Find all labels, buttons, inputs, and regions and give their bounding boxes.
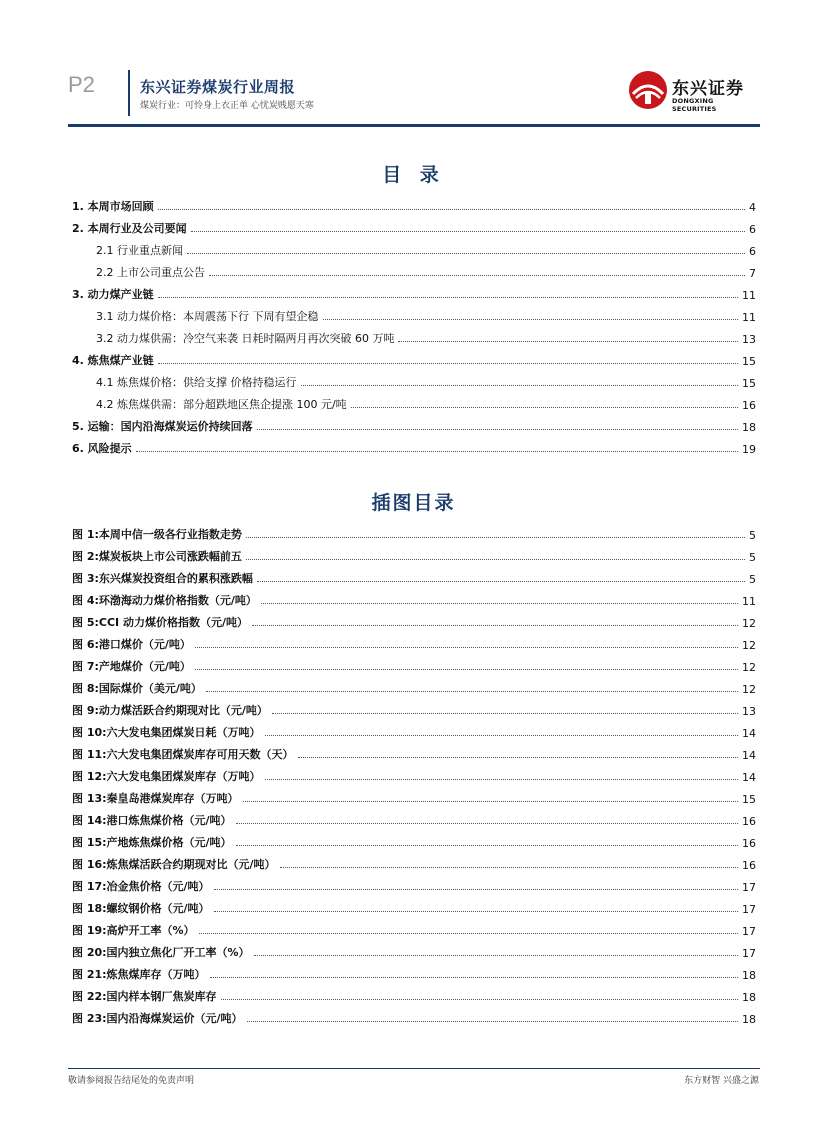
toc-entry-page: 13 <box>742 333 756 346</box>
figure-entry-label: 图 1:本周中信一级各行业指数走势 <box>72 528 242 541</box>
figure-entry[interactable] <box>72 568 756 586</box>
figure-entry-page: 5 <box>749 551 756 564</box>
leader-dots <box>158 208 745 210</box>
figure-entry-page: 12 <box>742 639 756 652</box>
leader-dots <box>246 558 745 560</box>
leader-dots <box>195 646 738 648</box>
leader-dots <box>214 910 738 912</box>
toc-title: 目 录 <box>382 164 445 186</box>
toc-entry-page: 11 <box>742 289 756 302</box>
figure-entry-label: 图 12:六大发电集团煤炭库存（万吨） <box>72 770 261 783</box>
leader-dots <box>206 690 738 692</box>
figure-entry[interactable] <box>72 612 756 630</box>
leader-dots <box>236 822 738 824</box>
figure-entry[interactable] <box>72 788 756 806</box>
figure-entry-page: 13 <box>742 705 756 718</box>
figure-entry[interactable] <box>72 876 756 894</box>
toc-entry[interactable] <box>96 372 756 390</box>
figure-entry[interactable] <box>72 656 756 674</box>
figure-entry[interactable] <box>72 634 756 652</box>
leader-dots <box>254 954 738 956</box>
leader-dots <box>265 778 738 780</box>
leader-dots <box>280 866 738 868</box>
figure-entry-label: 图 22:国内样本钢厂焦炭库存 <box>72 990 217 1003</box>
report-title: 东兴证券煤炭行业周报 <box>140 78 296 96</box>
figure-entry-page: 16 <box>742 859 756 872</box>
figure-entry-label: 图 17:冶金焦价格（元/吨） <box>72 880 210 893</box>
toc-entry[interactable] <box>72 284 756 302</box>
leader-dots <box>195 668 738 670</box>
figure-entry-page: 17 <box>742 947 756 960</box>
figure-entry-page: 14 <box>742 771 756 784</box>
figure-entry-page: 14 <box>742 749 756 762</box>
leader-dots <box>246 536 745 538</box>
leader-dots <box>191 230 745 232</box>
leader-dots <box>210 976 738 978</box>
leader-dots <box>257 428 738 430</box>
logo-text-cn: 东兴证券 <box>672 79 744 99</box>
leader-dots <box>158 296 738 298</box>
leader-dots <box>199 932 738 934</box>
leader-dots <box>261 602 738 604</box>
figure-entry-label: 图 4:环渤海动力煤价格指数（元/吨） <box>72 594 257 607</box>
toc-entry-label: 4.2 炼焦煤供需：部分超跌地区焦企提涨 100 元/吨 <box>96 398 347 411</box>
figure-entry-page: 12 <box>742 661 756 674</box>
toc-entry[interactable] <box>72 196 756 214</box>
logo-mark-icon <box>628 70 668 110</box>
toc-entry-page: 7 <box>749 267 756 280</box>
figure-entry-page: 17 <box>742 881 756 894</box>
figure-entry-page: 18 <box>742 1013 756 1026</box>
toc-entry[interactable] <box>72 218 756 236</box>
figure-entry[interactable] <box>72 700 756 718</box>
leader-dots <box>209 274 745 276</box>
figure-entry[interactable] <box>72 898 756 916</box>
leader-dots <box>272 712 738 714</box>
figure-entry-label: 图 16:炼焦煤活跃合约期现对比（元/吨） <box>72 858 276 871</box>
figure-entry-label: 图 8:国际煤价（美元/吨） <box>72 682 202 695</box>
footer-rule <box>68 1068 760 1069</box>
header-rule <box>68 124 760 127</box>
figure-entry[interactable] <box>72 964 756 982</box>
toc-entry-page: 11 <box>742 311 756 324</box>
figure-entry[interactable] <box>72 1008 756 1026</box>
figure-entry-label: 图 23:国内沿海煤炭运价（元/吨） <box>72 1012 243 1025</box>
leader-dots <box>136 450 738 452</box>
figure-entry-label: 图 5:CCI 动力煤价格指数（元/吨） <box>72 616 248 629</box>
logo-text-en: DONGXING SECURITIES <box>672 97 717 113</box>
toc-entry[interactable] <box>72 350 756 368</box>
report-subtitle: 煤炭行业：可怜身上衣正单 心忧炭贱愿天寒 <box>140 101 314 111</box>
leader-dots <box>214 888 738 890</box>
leader-dots <box>236 844 738 846</box>
page-number: P2 <box>68 72 95 97</box>
figure-entry-label: 图 15:产地炼焦煤价格（元/吨） <box>72 836 232 849</box>
figure-entry[interactable] <box>72 810 756 828</box>
toc-entry-page: 15 <box>742 355 756 368</box>
figure-entry[interactable] <box>72 832 756 850</box>
toc-entry-label: 6. 风险提示 <box>72 442 132 455</box>
figure-entry-label: 图 10:六大发电集团煤炭日耗（万吨） <box>72 726 261 739</box>
toc-entry-label: 2. 本周行业及公司要闻 <box>72 222 187 235</box>
figure-entry[interactable] <box>72 590 756 608</box>
figure-entry[interactable] <box>72 678 756 696</box>
figure-entry[interactable] <box>72 766 756 784</box>
figure-entry-label: 图 19:高炉开工率（%） <box>72 924 195 937</box>
figure-entry-page: 15 <box>742 793 756 806</box>
leader-dots <box>298 756 738 758</box>
toc-entry-label: 3.2 动力煤供需：冷空气来袭 日耗时隔两月再次突破 60 万吨 <box>96 332 395 345</box>
leader-dots <box>351 406 738 408</box>
figure-entry-page: 16 <box>742 837 756 850</box>
toc-entry-label: 5. 运输：国内沿海煤炭运价持续回落 <box>72 420 253 433</box>
toc-entry-label: 4.1 炼焦煤价格：供给支撑 价格持稳运行 <box>96 376 297 389</box>
toc-entry-label: 2.2 上市公司重点公告 <box>96 266 205 279</box>
figure-entry[interactable] <box>72 744 756 762</box>
toc-entry-label: 3. 动力煤产业链 <box>72 288 154 301</box>
figure-entry-page: 5 <box>749 529 756 542</box>
toc-entry-label: 1. 本周市场回顾 <box>72 200 154 213</box>
leader-dots <box>221 998 738 1000</box>
footer-slogan: 东方财智 兴盛之源 <box>684 1076 759 1086</box>
figure-entry-label: 图 11:六大发电集团煤炭库存可用天数（天） <box>72 748 294 761</box>
figure-entry-page: 17 <box>742 903 756 916</box>
toc-entry-page: 18 <box>742 421 756 434</box>
figure-entry-page: 16 <box>742 815 756 828</box>
figure-entry-page: 11 <box>742 595 756 608</box>
leader-dots <box>323 318 739 320</box>
leader-dots <box>158 362 738 364</box>
toc-entry-label: 2.1 行业重点新闻 <box>96 244 183 257</box>
leader-dots <box>257 580 745 582</box>
figure-entry[interactable] <box>72 920 756 938</box>
figures-title: 插图目录 <box>371 492 456 514</box>
figure-entry[interactable] <box>72 546 756 564</box>
figure-entry-label: 图 18:螺纹钢价格（元/吨） <box>72 902 210 915</box>
figure-entry-page: 18 <box>742 969 756 982</box>
figure-entry-label: 图 14:港口炼焦煤价格（元/吨） <box>72 814 232 827</box>
company-logo <box>628 70 760 116</box>
figure-entry[interactable] <box>72 854 756 872</box>
toc-entry[interactable] <box>72 438 756 456</box>
toc-entry[interactable] <box>96 306 756 324</box>
figure-entry-label: 图 7:产地煤价（元/吨） <box>72 660 191 673</box>
figure-entry-label: 图 20:国内独立焦化厂开工率（%） <box>72 946 250 959</box>
leader-dots <box>398 340 738 342</box>
toc-entry-page: 15 <box>742 377 756 390</box>
leader-dots <box>265 734 738 736</box>
leader-dots <box>187 252 745 254</box>
leader-dots <box>252 624 738 626</box>
toc-entry-page: 6 <box>749 223 756 236</box>
figure-entry[interactable] <box>72 722 756 740</box>
toc-entry-page: 4 <box>749 201 756 214</box>
toc-entry-label: 4. 炼焦煤产业链 <box>72 354 154 367</box>
footer-disclaimer: 敬请参阅报告结尾处的免责声明 <box>68 1076 195 1086</box>
toc-entry-page: 6 <box>749 245 756 258</box>
figure-entry[interactable] <box>72 524 756 542</box>
toc-entry[interactable] <box>96 262 756 280</box>
toc-entry[interactable] <box>72 416 756 434</box>
figure-entry-page: 5 <box>749 573 756 586</box>
figure-entry[interactable] <box>72 986 756 1004</box>
figure-entry-label: 图 2:煤炭板块上市公司涨跌幅前五 <box>72 550 242 563</box>
toc-entry[interactable] <box>96 240 756 258</box>
leader-dots <box>247 1020 738 1022</box>
figure-entry-page: 14 <box>742 727 756 740</box>
figure-entry-label: 图 13:秦皇岛港煤炭库存（万吨） <box>72 792 239 805</box>
toc-entry[interactable] <box>96 394 756 412</box>
toc-entry-page: 16 <box>742 399 756 412</box>
toc-entry-label: 3.1 动力煤价格：本周震荡下行 下周有望企稳 <box>96 310 319 323</box>
figure-entry-page: 17 <box>742 925 756 938</box>
figure-entry-label: 图 3:东兴煤炭投资组合的累积涨跌幅 <box>72 572 253 585</box>
figure-entry-page: 18 <box>742 991 756 1004</box>
figure-entry[interactable] <box>72 942 756 960</box>
figure-entry-page: 12 <box>742 617 756 630</box>
leader-dots <box>301 384 739 386</box>
figure-entry-label: 图 6:港口煤价（元/吨） <box>72 638 191 651</box>
page-header <box>68 66 760 128</box>
toc-entry[interactable] <box>96 328 756 346</box>
figure-entry-page: 12 <box>742 683 756 696</box>
header-divider <box>128 70 130 116</box>
toc-entry-page: 19 <box>742 443 756 456</box>
figure-entry-label: 图 21:炼焦煤库存（万吨） <box>72 968 206 981</box>
leader-dots <box>243 800 738 802</box>
figure-entry-label: 图 9:动力煤活跃合约期现对比（元/吨） <box>72 704 268 717</box>
